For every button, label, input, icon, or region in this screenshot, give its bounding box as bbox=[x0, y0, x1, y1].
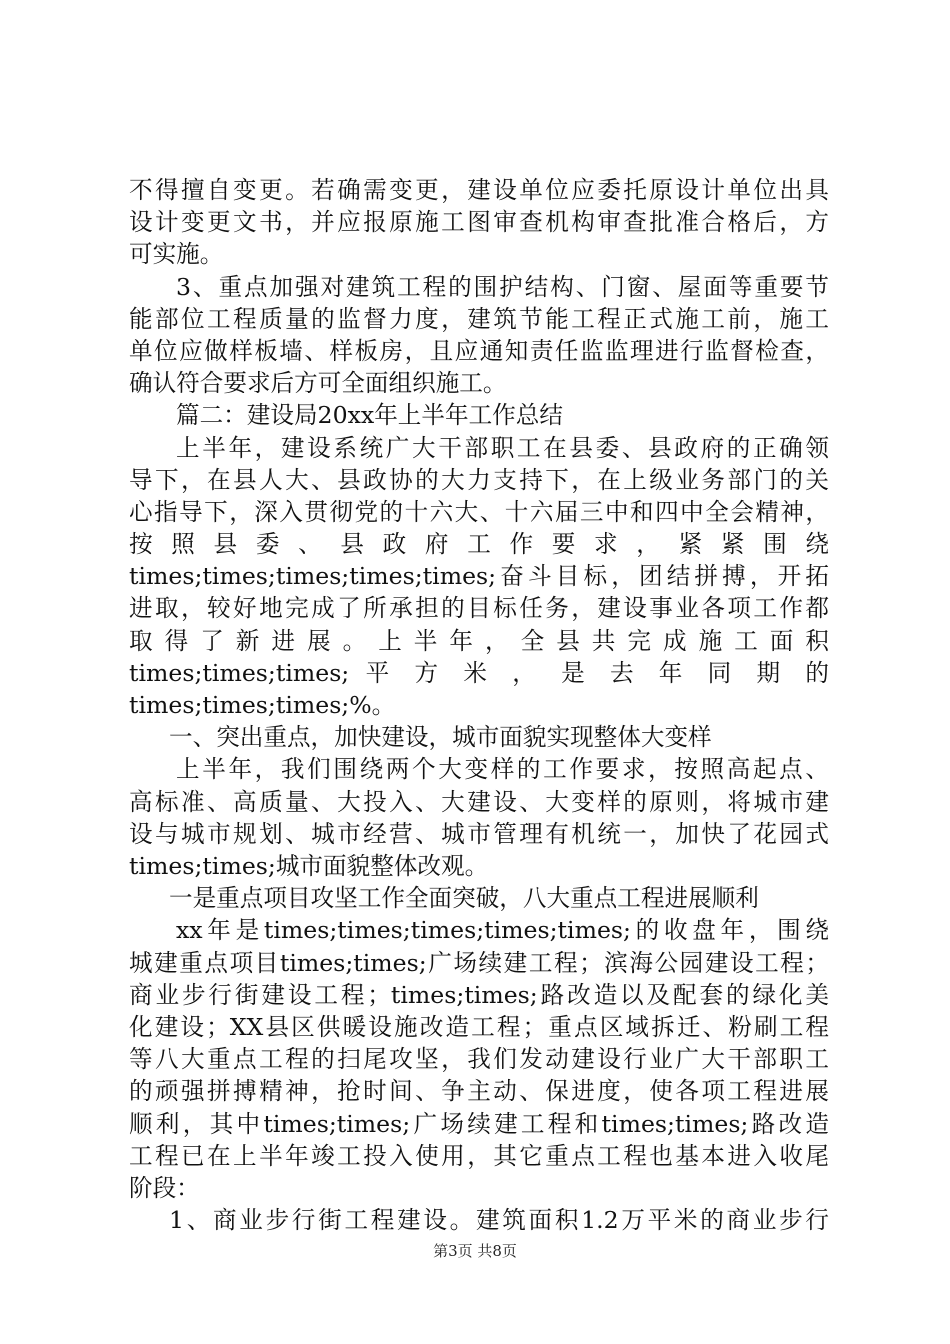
text-line: times;times;times;%。 bbox=[129, 691, 396, 720]
text-line: 不得擅自变更。若确需变更，建设单位应委托原设计单位出具 bbox=[129, 176, 829, 204]
text-line: 单位应做样板墙、样板房，且应通知责任监监理进行监督检查， bbox=[129, 336, 829, 365]
text-line: 阶段： bbox=[129, 1173, 200, 1202]
text-line: times;times;times;times;times;奋斗目标，团结拼搏，开拓 bbox=[129, 562, 829, 591]
text-line: 高标准、高质量、大投入、大建设、大变样的原则，将城市建 bbox=[129, 787, 829, 816]
text-line: 工程已在上半年竣工投入使用，其它重点工程也基本进入收尾 bbox=[129, 1141, 829, 1170]
text-line: 商业步行街建设工程；times;times;路改造以及配套的绿化美 bbox=[129, 980, 829, 1009]
text-line: 取 得 了 新 进 展 。 上 半 年 ， 全 县 共 完 成 施 工 面 积 bbox=[129, 626, 829, 655]
text-line: 一是重点项目攻坚工作全面突破，八大重点工程进展顺利 bbox=[169, 884, 759, 913]
text-line: 等八大重点工程的扫尾攻坚，我们发动建设行业广大干部职工 bbox=[129, 1045, 829, 1074]
section-heading-part-two bbox=[129, 399, 829, 431]
paragraph-summary-intro bbox=[129, 432, 829, 722]
paragraph-item-3 bbox=[129, 271, 829, 400]
paragraph-city-change bbox=[129, 753, 829, 882]
text-line: 3、重点加强对建筑工程的围护结构、门窗、屋面等重要节 bbox=[176, 272, 829, 301]
text-line: 导下，在县人大、县政协的大力支持下，在上级业务部门的关 bbox=[129, 465, 829, 494]
text-line: 化建设；XX县区供暖设施改造工程；重点区域拆迁、粉刷工程 bbox=[129, 1012, 829, 1041]
text-line: 的顽强拼搏精神，抢时间、争主动、保进度，使各项工程进展 bbox=[129, 1077, 829, 1106]
text-line: 上半年，我们围绕两个大变样的工作要求，按照高起点、 bbox=[176, 755, 829, 784]
text-line: 设与城市规划、城市经营、城市管理有机统一，加快了花园式 bbox=[129, 819, 829, 848]
text-line: times;times;城市面貌整体改观。 bbox=[129, 852, 489, 881]
subheading-key-projects bbox=[129, 882, 829, 914]
paragraph-design-change bbox=[129, 174, 829, 271]
text-line: 确认符合要求后方可全面组织施工。 bbox=[129, 369, 507, 398]
text-line: 按 照 县 委 、 县 政 府 工 作 要 求 ， 紧 紧 围 绕 bbox=[129, 530, 829, 559]
text-line: 篇二：建设局20xx年上半年工作总结 bbox=[176, 401, 563, 430]
text-line: 顺利，其中times;times;广场续建工程和times;times;路改造 bbox=[129, 1109, 829, 1138]
text-line: times;times;times; 平 方 米 ， 是 去 年 同 期 的 bbox=[129, 658, 829, 687]
text-line: 能部位工程质量的监督力度，建筑节能工程正式施工前，施工 bbox=[129, 304, 829, 333]
text-line: 上半年，建设系统广大干部职工在县委、县政府的正确领 bbox=[176, 433, 829, 462]
text-line: 进取，较好地完成了所承担的目标任务，建设事业各项工作都 bbox=[129, 594, 829, 623]
text-line: 城建重点项目times;times;广场续建工程；滨海公园建设工程； bbox=[129, 948, 829, 977]
section-heading-one bbox=[129, 721, 829, 753]
text-line: xx年是times;times;times;times;times;的收盘年，围绕 bbox=[176, 916, 829, 945]
paragraph-item-1 bbox=[129, 1204, 829, 1236]
text-line: 1、商业步行街工程建设。建筑面积1.2万平米的商业步行 bbox=[169, 1206, 829, 1235]
text-line: 心指导下，深入贯彻党的十六大、十六届三中和四中全会精神， bbox=[129, 497, 829, 526]
text-line: 一、突出重点，加快建设，城市面貌实现整体大变样 bbox=[169, 723, 712, 752]
paragraph-key-projects bbox=[129, 914, 829, 1204]
text-line: 可实施。 bbox=[129, 240, 224, 269]
text-line: 设计变更文书，并应报原施工图审查机构审查批准合格后，方 bbox=[129, 208, 829, 237]
page-footer: 第3页 共8页 bbox=[433, 1242, 517, 1260]
document-body bbox=[129, 174, 829, 1236]
